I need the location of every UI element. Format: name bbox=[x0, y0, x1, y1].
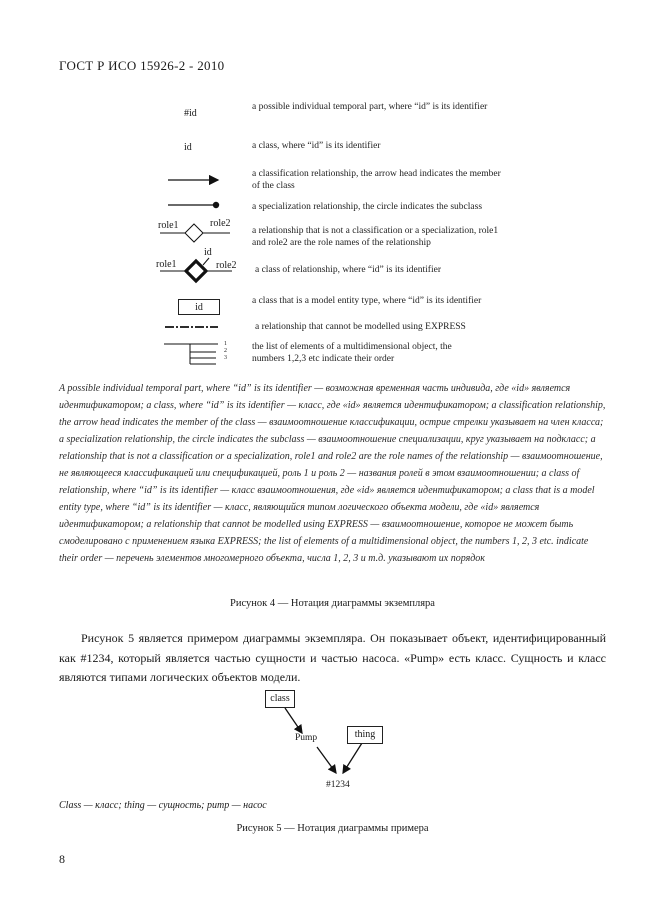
document-header: ГОСТ Р ИСО 15926-2 - 2010 bbox=[59, 58, 225, 73]
legend-desc-express: a relationship that cannot be modelled using EXPRESS bbox=[255, 322, 466, 332]
role1-label: role1 bbox=[158, 220, 179, 231]
legend-desc-specialization: a specialization relationship, the circle indicates the subclass bbox=[252, 202, 483, 212]
relationship-diamond bbox=[185, 224, 203, 242]
multidim-number-3: 3 bbox=[224, 355, 227, 361]
class-to-pump-arrow bbox=[285, 708, 302, 733]
legend-desc-entity-type: a class that is a model entity type, where “id” is its identifier bbox=[252, 296, 482, 306]
thing-box: thing bbox=[347, 726, 383, 744]
role2-label: role2 bbox=[216, 260, 237, 271]
temporal-part-id-label: #id bbox=[184, 108, 197, 119]
legend-desc-class: a class, where “id” is its identifier bbox=[252, 141, 381, 151]
legend-desc-class-of-relationship: a class of relationship, where “id” is its identifier bbox=[255, 265, 441, 275]
legend-desc-multidimensional: the list of elements of a multidimensional object, the numbers 1,2,3 etc indicate their order bbox=[252, 342, 452, 364]
pump-label: Pump bbox=[295, 733, 318, 743]
relationship-id-label: id bbox=[204, 247, 212, 258]
role2-label: role2 bbox=[210, 218, 231, 229]
instance-label: #1234 bbox=[326, 780, 350, 790]
figure5-caption: Рисунок 5 — Нотация диаграммы примера bbox=[236, 823, 429, 834]
multidim-number-1: 1 bbox=[224, 341, 227, 347]
class-of-relationship-diamond bbox=[186, 261, 206, 281]
pump-to-instance-arrow bbox=[317, 747, 336, 773]
figure5-note: Class — класс; thing — сущность; pump — насос bbox=[59, 800, 267, 811]
multidim-number-2: 2 bbox=[224, 348, 227, 354]
entity-type-box: id bbox=[178, 299, 220, 315]
legend-desc-classification: a classification relationship, the arrow head indicates the member of the class bbox=[252, 169, 501, 191]
body-paragraph: Рисунок 5 является примером диаграммы экземпляра. Он показывает объект, идентифицированный как #1234, который является частью сущности и частью насоса. «Pump» есть класс. Сущность и класс являются типами логических объектов модели. bbox=[59, 631, 606, 684]
translation-note: A possible individual temporal part, where “id” is its identifier — возможная временная часть индивида, где «id» является идентификатором; a class, where “id” is its identifier — класс, где «id» является идентификатором; a classification relationship, the arrow head indicates the member of the class — взаимоотношение классификации, острие стрелки указывает на член класса; a specialization relationship, the circle indicates the subclass — взаимоотношение специализации, круг указывает на подкласс; a relationship that is not a classification or a specialization, role1 and role2 are the role names of the relationship — взаимоотношение, не являющееся классификацией или спецификацией, роль 1 и роль 2 — названия ролей в этом взаимоотношении; a class of relationship, where “id” is its identifier — класс взаимоотношения, где «id» является идентификатором; a class that is a model entity type, where “id” is its identifier — класс, являющийся типом логического объекта модели, где «id» является идентификатором; a relationship that cannot be modelled using EXPRESS — взаимоотношение, которое не может быть смоделировано с применением языка EXPRESS; the list of elements of a multidimensional object, the numbers 1, 2, 3 etc. indicate their order — перечень элементов многомерного объекта, числа 1, 2, 3 и т.д. указывают их порядок bbox=[59, 383, 606, 564]
thing-to-instance-arrow bbox=[343, 743, 362, 773]
role1-label: role1 bbox=[156, 259, 177, 270]
class-box: class bbox=[265, 690, 295, 708]
legend-desc-relationship: a relationship that is not a classification or a specialization, role1 and role2 are the role names of the relationship bbox=[252, 226, 499, 248]
class-id-label: id bbox=[184, 142, 192, 153]
page-number: 8 bbox=[59, 852, 65, 866]
figure4-caption: Рисунок 4 — Нотация диаграммы экземпляра bbox=[230, 598, 435, 609]
specialization-circle bbox=[213, 202, 219, 208]
legend-desc-temporal-part: a possible individual temporal part, where “id” is its identifier bbox=[252, 102, 488, 112]
